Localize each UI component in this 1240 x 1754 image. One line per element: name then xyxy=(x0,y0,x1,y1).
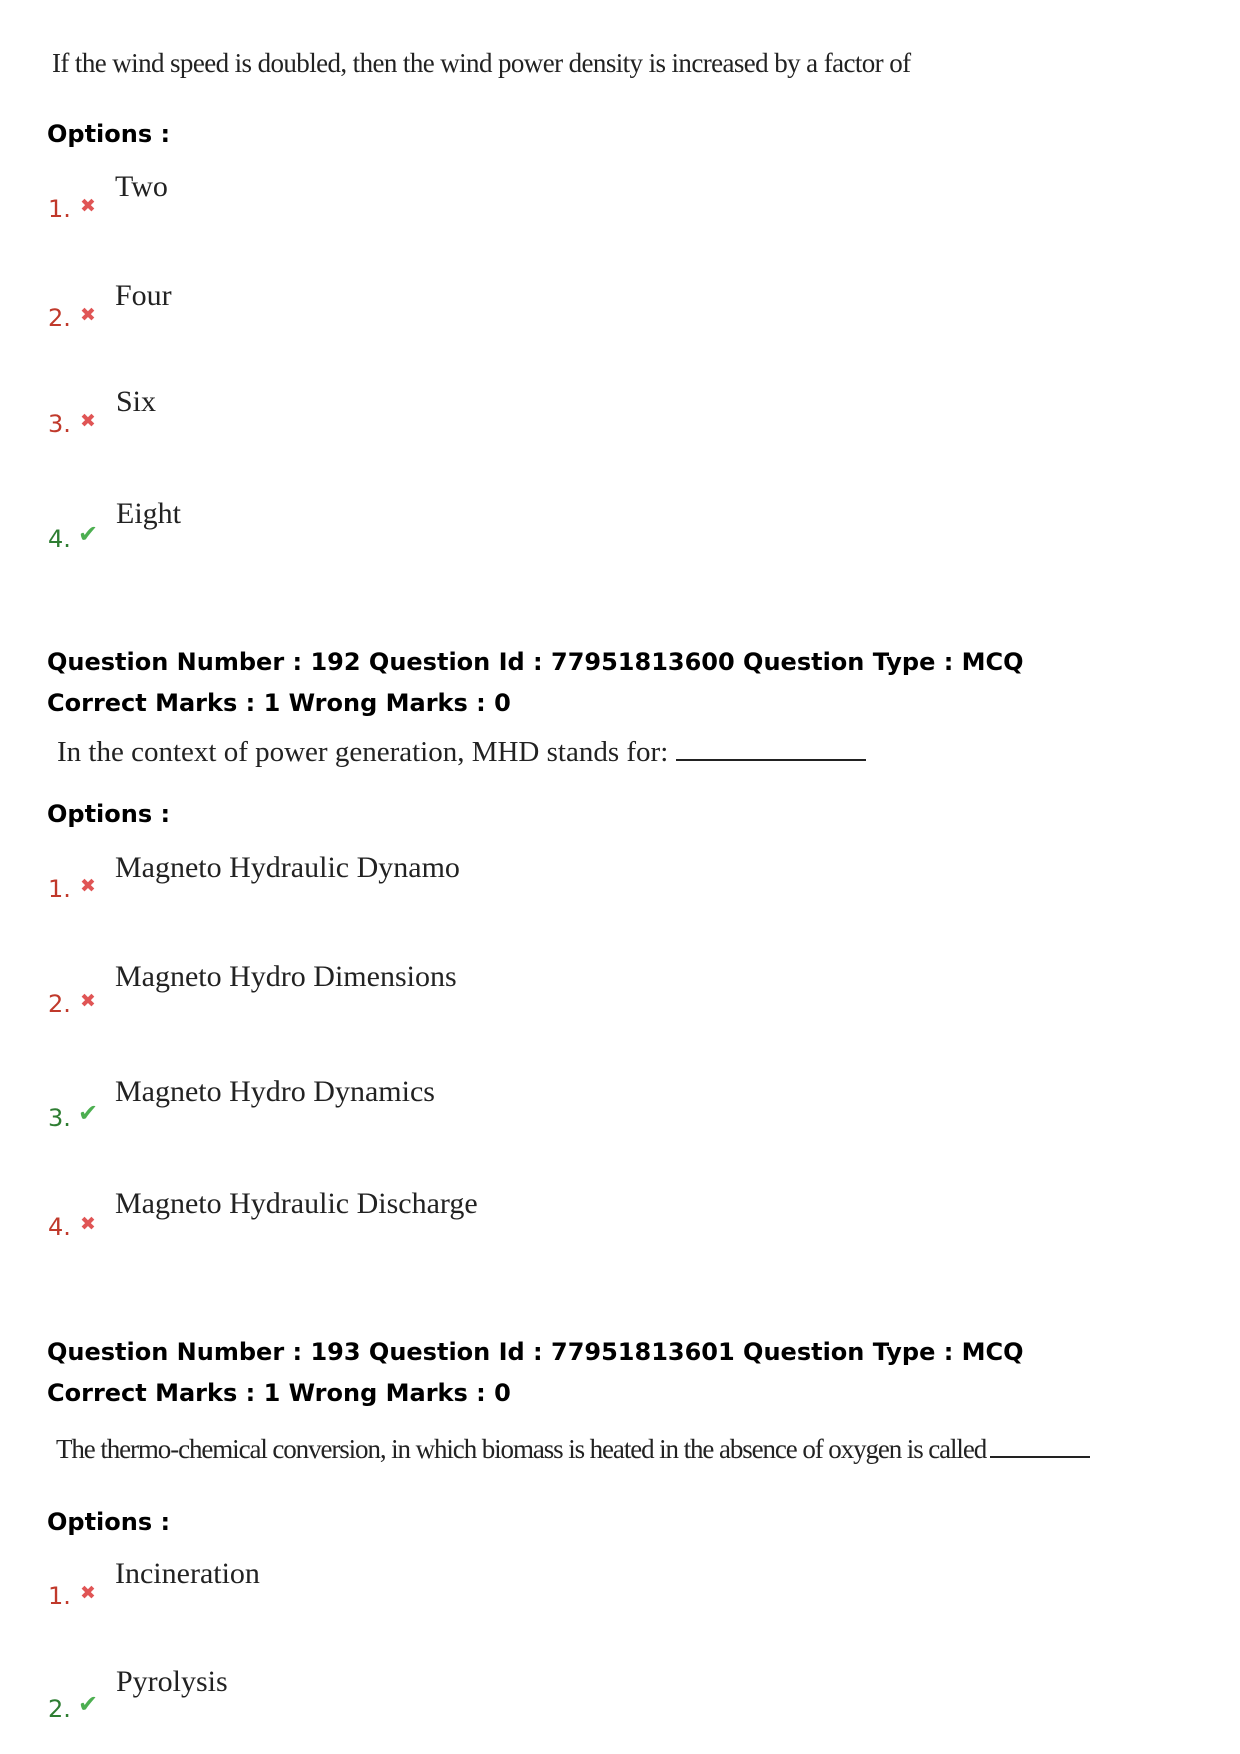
options-label: Options : xyxy=(47,120,171,148)
option-text: Six xyxy=(116,385,157,418)
question-text: If the wind speed is doubled, then the wind power density is increased by a factor of xyxy=(52,48,911,78)
marks-info: Correct Marks : 1 Wrong Marks : 0 xyxy=(47,689,511,717)
answer-blank xyxy=(990,1434,1090,1458)
options-label: Options : xyxy=(47,800,171,828)
check-icon: ✔ xyxy=(78,1099,99,1127)
option-text: Incineration xyxy=(115,1557,260,1590)
option-text: Magneto Hydro Dimensions xyxy=(115,960,457,993)
option-text: Two xyxy=(115,170,168,203)
question-text: The thermo-chemical conversion, in which biomass is heated in the absence of oxygen is called xyxy=(56,1434,1090,1465)
options-label: Options : xyxy=(47,1508,171,1536)
cross-icon: ✖ xyxy=(80,875,96,897)
marks-info: Correct Marks : 1 Wrong Marks : 0 xyxy=(47,1379,511,1407)
option-text: Pyrolysis xyxy=(116,1665,228,1698)
option-text: Magneto Hydro Dynamics xyxy=(115,1075,435,1108)
option-number: 3. xyxy=(48,1104,71,1132)
option-number: 2. xyxy=(48,304,71,332)
answer-blank xyxy=(676,737,866,761)
option-text: Magneto Hydraulic Dynamo xyxy=(115,851,460,884)
option-number: 3. xyxy=(48,410,71,438)
question-header: Question Number : 192 Question Id : 77951813600 Question Type : MCQ xyxy=(47,648,1024,676)
cross-icon: ✖ xyxy=(80,195,96,217)
check-icon: ✔ xyxy=(78,1690,99,1718)
option-number: 1. xyxy=(48,1582,71,1610)
option-text: Eight xyxy=(116,497,181,530)
option-text: Magneto Hydraulic Discharge xyxy=(115,1187,478,1220)
option-text: Four xyxy=(115,279,172,312)
option-number: 1. xyxy=(48,875,71,903)
cross-icon: ✖ xyxy=(80,410,96,432)
cross-icon: ✖ xyxy=(80,1582,96,1604)
option-number: 2. xyxy=(48,990,71,1018)
option-number: 4. xyxy=(48,525,71,553)
cross-icon: ✖ xyxy=(80,1213,96,1235)
cross-icon: ✖ xyxy=(80,304,96,326)
question-text: In the context of power generation, MHD stands for: xyxy=(57,736,866,769)
option-number: 4. xyxy=(48,1213,71,1241)
check-icon: ✔ xyxy=(78,520,99,548)
question-header: Question Number : 193 Question Id : 77951813601 Question Type : MCQ xyxy=(47,1338,1024,1366)
option-number: 1. xyxy=(48,195,71,223)
option-number: 2. xyxy=(48,1695,71,1723)
cross-icon: ✖ xyxy=(80,990,96,1012)
